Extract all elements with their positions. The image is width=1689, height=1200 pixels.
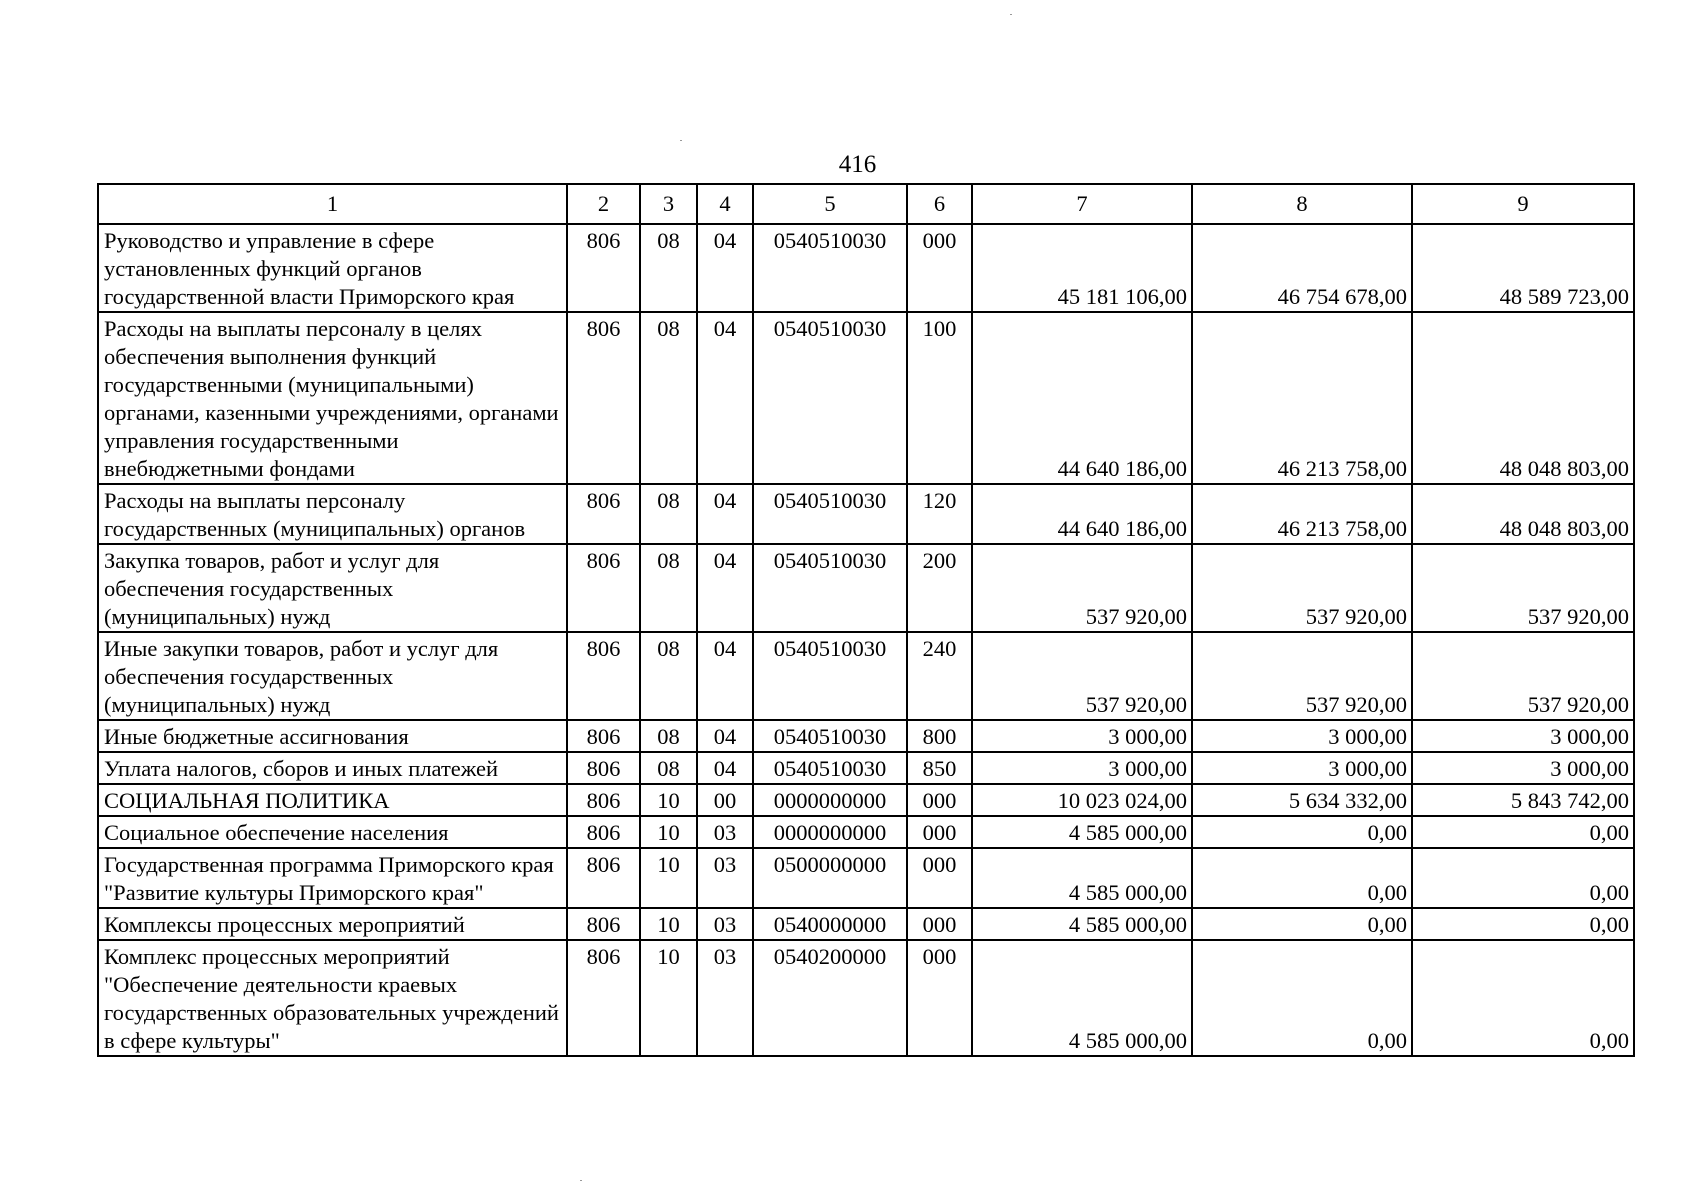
- row-name: Расходы на выплаты персоналу государственных (муниципальных) органов: [98, 484, 567, 544]
- row-name: Комплексы процессных мероприятий: [98, 908, 567, 940]
- cell-amount-7: 537 920,00: [972, 544, 1192, 632]
- cell-section: 08: [640, 224, 697, 312]
- row-name: Государственная программа Приморского края "Развитие культуры Приморского края": [98, 848, 567, 908]
- cell-section: 08: [640, 632, 697, 720]
- cell-section: 10: [640, 784, 697, 816]
- table-row: [98, 484, 1634, 544]
- cell-section: 08: [640, 752, 697, 784]
- cell-amount-7: 10 023 024,00: [972, 784, 1192, 816]
- cell-expense-type: 850: [907, 752, 972, 784]
- row-name: Закупка товаров, работ и услуг для обеспечения государственных (муниципальных) нужд: [98, 544, 567, 632]
- cell-amount-8: 537 920,00: [1192, 544, 1412, 632]
- cell-subsection: 04: [697, 632, 753, 720]
- table-row: [98, 752, 1634, 784]
- cell-expense-type: 000: [907, 940, 972, 1056]
- cell-subsection: 03: [697, 816, 753, 848]
- cell-section: 08: [640, 484, 697, 544]
- cell-amount-7: 44 640 186,00: [972, 312, 1192, 484]
- cell-amount-9: 0,00: [1412, 816, 1634, 848]
- cell-amount-7: 3 000,00: [972, 720, 1192, 752]
- cell-section: 10: [640, 816, 697, 848]
- cell-amount-8: 0,00: [1192, 816, 1412, 848]
- cell-amount-9: 0,00: [1412, 940, 1634, 1056]
- row-name: Расходы на выплаты персоналу в целях обеспечения выполнения функций государственными (муниципальными) органами, казенными учреждениями, органами управления государственными внебюджетными фондами: [98, 312, 567, 484]
- cell-expense-type: 000: [907, 224, 972, 312]
- page-number: 416: [838, 151, 877, 178]
- cell-amount-9: 537 920,00: [1412, 632, 1634, 720]
- cell-amount-7: 4 585 000,00: [972, 816, 1192, 848]
- cell-amount-9: 3 000,00: [1412, 752, 1634, 784]
- cell-section: 08: [640, 720, 697, 752]
- cell-amount-9: 5 843 742,00: [1412, 784, 1634, 816]
- column-header-6: 6: [907, 184, 972, 224]
- cell-subsection: 03: [697, 908, 753, 940]
- row-name: Руководство и управление в сфере установленных функций органов государственной власти Приморского края: [98, 224, 567, 312]
- cell-ministry-code: 806: [567, 224, 640, 312]
- cell-amount-7: 537 920,00: [972, 632, 1192, 720]
- cell-amount-8: 0,00: [1192, 940, 1412, 1056]
- table-row: [98, 224, 1634, 312]
- cell-ministry-code: 806: [567, 720, 640, 752]
- cell-amount-9: 48 589 723,00: [1412, 224, 1634, 312]
- cell-target-article: 0000000000: [753, 816, 907, 848]
- column-header-9: 9: [1412, 184, 1634, 224]
- cell-subsection: 03: [697, 848, 753, 908]
- cell-ministry-code: 806: [567, 544, 640, 632]
- cell-amount-8: 46 754 678,00: [1192, 224, 1412, 312]
- cell-subsection: 04: [697, 312, 753, 484]
- cell-target-article: 0540000000: [753, 908, 907, 940]
- row-name: Комплекс процессных мероприятий "Обеспечение деятельности краевых государственных образовательных учреждений в сфере культуры": [98, 940, 567, 1056]
- cell-amount-9: 0,00: [1412, 848, 1634, 908]
- table-row: [98, 908, 1634, 940]
- column-header-7: 7: [972, 184, 1192, 224]
- cell-expense-type: 100: [907, 312, 972, 484]
- cell-subsection: 04: [697, 752, 753, 784]
- cell-amount-8: 0,00: [1192, 908, 1412, 940]
- cell-amount-8: 5 634 332,00: [1192, 784, 1412, 816]
- cell-subsection: 04: [697, 720, 753, 752]
- cell-amount-8: 46 213 758,00: [1192, 312, 1412, 484]
- cell-ministry-code: 806: [567, 752, 640, 784]
- cell-subsection: 00: [697, 784, 753, 816]
- cell-ministry-code: 806: [567, 908, 640, 940]
- cell-target-article: 0540200000: [753, 940, 907, 1056]
- row-name: Социальное обеспечение населения: [98, 816, 567, 848]
- table-row: [98, 312, 1634, 484]
- cell-ministry-code: 806: [567, 632, 640, 720]
- cell-subsection: 04: [697, 224, 753, 312]
- cell-section: 10: [640, 908, 697, 940]
- cell-amount-8: 46 213 758,00: [1192, 484, 1412, 544]
- cell-expense-type: 200: [907, 544, 972, 632]
- cell-amount-7: 44 640 186,00: [972, 484, 1192, 544]
- table-row: [98, 632, 1634, 720]
- column-header-5: 5: [753, 184, 907, 224]
- header-row: [98, 184, 1634, 224]
- column-header-3: 3: [640, 184, 697, 224]
- cell-target-article: 0540510030: [753, 484, 907, 544]
- column-header-4: 4: [697, 184, 753, 224]
- cell-expense-type: 000: [907, 816, 972, 848]
- cell-subsection: 04: [697, 484, 753, 544]
- cell-amount-7: 4 585 000,00: [972, 908, 1192, 940]
- cell-section: 10: [640, 848, 697, 908]
- cell-target-article: 0540510030: [753, 752, 907, 784]
- cell-target-article: 0500000000: [753, 848, 907, 908]
- cell-amount-9: 48 048 803,00: [1412, 484, 1634, 544]
- table-row: [98, 720, 1634, 752]
- cell-amount-9: 0,00: [1412, 908, 1634, 940]
- cell-target-article: 0540510030: [753, 632, 907, 720]
- column-header-8: 8: [1192, 184, 1412, 224]
- cell-target-article: 0540510030: [753, 224, 907, 312]
- cell-expense-type: 000: [907, 784, 972, 816]
- cell-expense-type: 240: [907, 632, 972, 720]
- scan-speck: [1010, 14, 1012, 15]
- cell-expense-type: 000: [907, 908, 972, 940]
- cell-expense-type: 800: [907, 720, 972, 752]
- cell-amount-8: 3 000,00: [1192, 752, 1412, 784]
- row-name: Иные закупки товаров, работ и услуг для обеспечения государственных (муниципальных) нужд: [98, 632, 567, 720]
- cell-target-article: 0540510030: [753, 544, 907, 632]
- cell-amount-7: 3 000,00: [972, 752, 1192, 784]
- cell-amount-9: 3 000,00: [1412, 720, 1634, 752]
- cell-ministry-code: 806: [567, 784, 640, 816]
- cell-target-article: 0000000000: [753, 784, 907, 816]
- cell-subsection: 03: [697, 940, 753, 1056]
- cell-ministry-code: 806: [567, 848, 640, 908]
- table-row: [98, 784, 1634, 816]
- cell-amount-9: 537 920,00: [1412, 544, 1634, 632]
- table-row: [98, 544, 1634, 632]
- cell-ministry-code: 806: [567, 312, 640, 484]
- column-header-1: 1: [98, 184, 567, 224]
- cell-amount-7: 45 181 106,00: [972, 224, 1192, 312]
- cell-expense-type: 000: [907, 848, 972, 908]
- cell-ministry-code: 806: [567, 484, 640, 544]
- table-row: [98, 848, 1634, 908]
- scan-speck: [580, 1180, 582, 1181]
- row-name: СОЦИАЛЬНАЯ ПОЛИТИКА: [98, 784, 567, 816]
- table-row: [98, 940, 1634, 1056]
- cell-amount-9: 48 048 803,00: [1412, 312, 1634, 484]
- column-header-2: 2: [567, 184, 640, 224]
- budget-table: [97, 183, 1635, 1057]
- cell-section: 08: [640, 544, 697, 632]
- cell-amount-8: 0,00: [1192, 848, 1412, 908]
- cell-amount-7: 4 585 000,00: [972, 848, 1192, 908]
- cell-amount-8: 3 000,00: [1192, 720, 1412, 752]
- cell-target-article: 0540510030: [753, 312, 907, 484]
- cell-amount-8: 537 920,00: [1192, 632, 1412, 720]
- cell-section: 10: [640, 940, 697, 1056]
- scan-speck: [680, 140, 682, 141]
- table-row: [98, 816, 1634, 848]
- row-name: Уплата налогов, сборов и иных платежей: [98, 752, 567, 784]
- cell-amount-7: 4 585 000,00: [972, 940, 1192, 1056]
- cell-section: 08: [640, 312, 697, 484]
- cell-subsection: 04: [697, 544, 753, 632]
- cell-ministry-code: 806: [567, 940, 640, 1056]
- cell-target-article: 0540510030: [753, 720, 907, 752]
- cell-expense-type: 120: [907, 484, 972, 544]
- cell-ministry-code: 806: [567, 816, 640, 848]
- row-name: Иные бюджетные ассигнования: [98, 720, 567, 752]
